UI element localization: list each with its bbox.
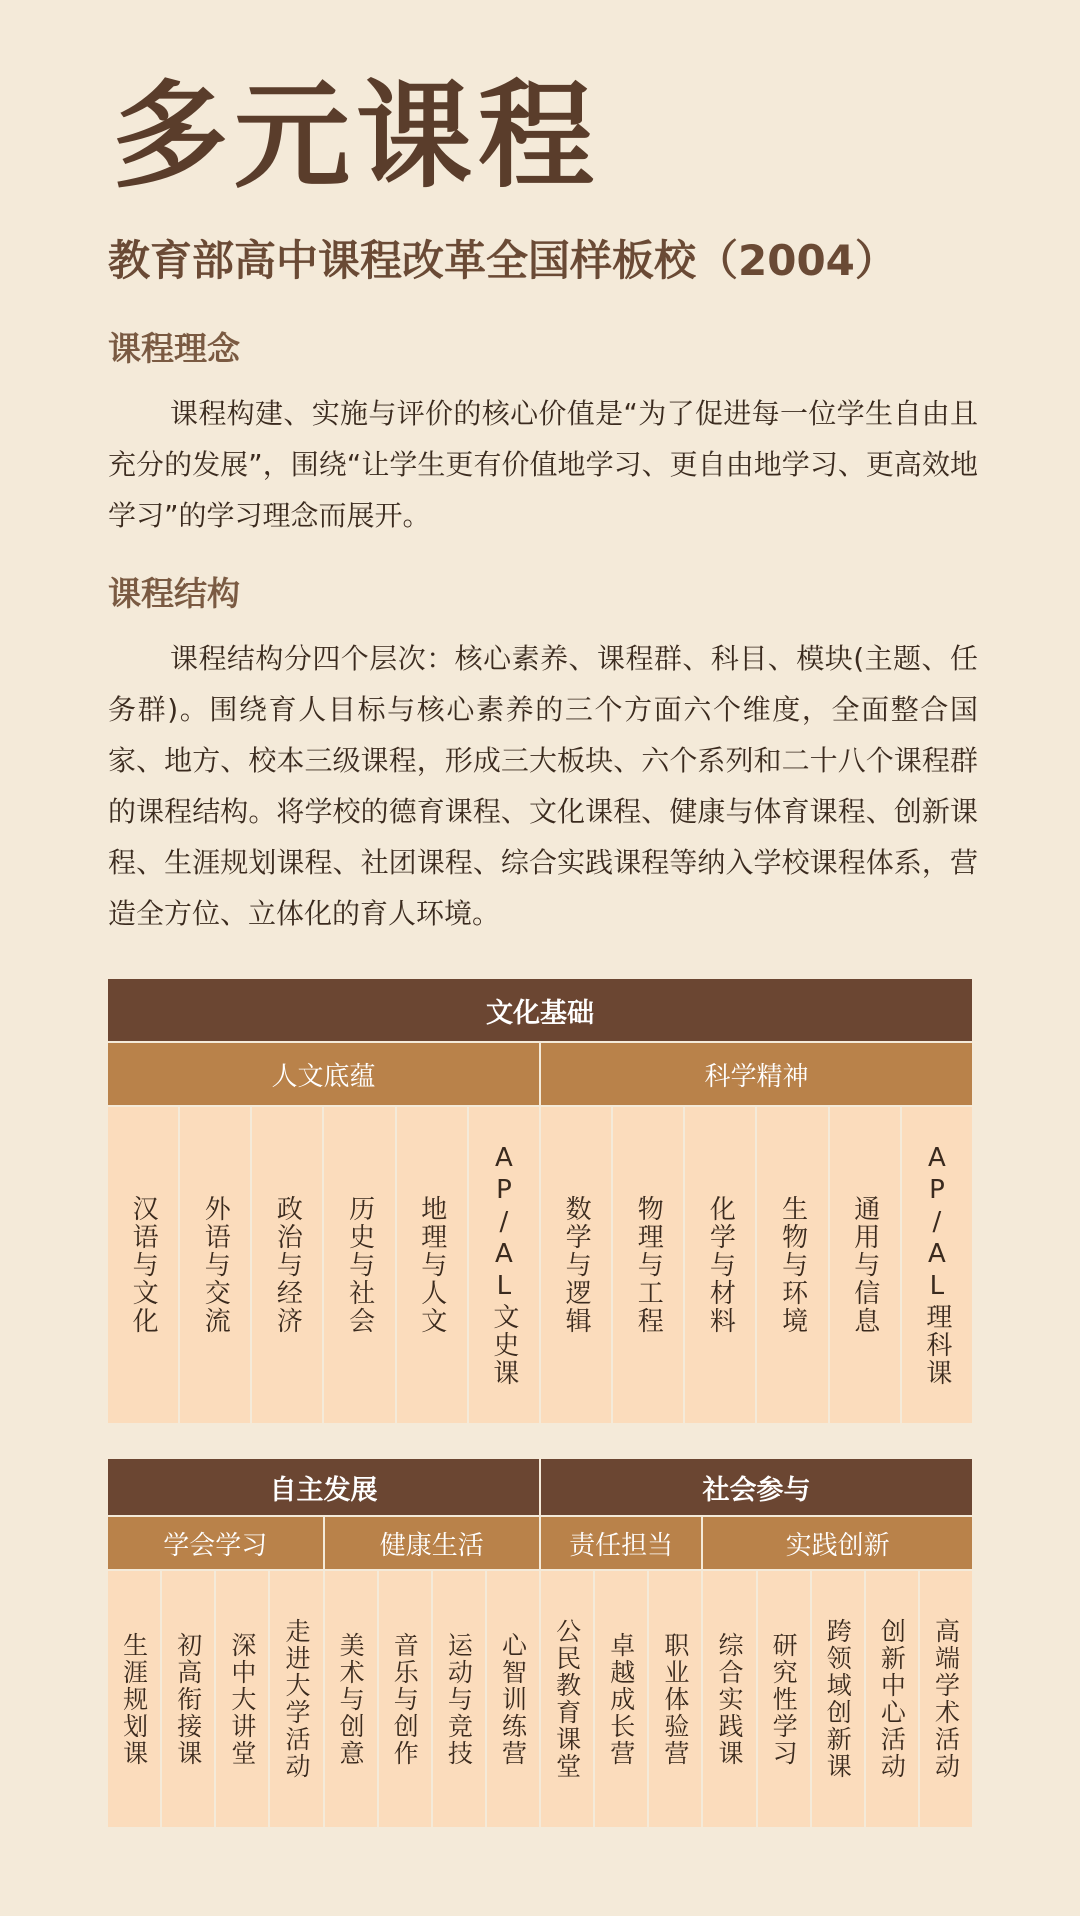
table-subject-cell <box>487 1571 539 1827</box>
subject-label: 高端学术活动 <box>931 1618 961 1780</box>
subject-label: 心智训练营 <box>498 1631 528 1767</box>
subject-label: 初高衔接课 <box>173 1631 203 1767</box>
table-group-header: 学会学习 <box>108 1517 323 1569</box>
table-subject-cell <box>685 1107 755 1423</box>
subject-label: 数学与逻辑 <box>561 1195 592 1335</box>
table-culture-foundation <box>108 979 972 1423</box>
table-subject-cell <box>252 1107 322 1423</box>
subject-label: 物理与工程 <box>633 1195 664 1335</box>
page-subtitle: 教育部高中课程改革全国样板校（2004） <box>108 236 897 285</box>
subject-label: 公民教育课堂 <box>552 1618 582 1780</box>
subject-label: 外语与交流 <box>200 1195 231 1335</box>
section-heading-philosophy: 课程理念 <box>108 329 240 368</box>
subject-label: AP/AL理科课 <box>921 1143 952 1387</box>
table-development-participation <box>108 1459 972 1827</box>
subject-label: 深中大讲堂 <box>227 1631 257 1767</box>
table-group-header: 实践创新 <box>703 1517 972 1569</box>
table-subject-cell <box>469 1107 539 1423</box>
subject-label: 卓越成长营 <box>606 1631 636 1767</box>
table-subject-cell <box>180 1107 250 1423</box>
table-subject-cell <box>613 1107 683 1423</box>
subject-label: 政治与经济 <box>272 1195 303 1335</box>
table-subject-cell <box>649 1571 701 1827</box>
table-group-header: 责任担当 <box>541 1517 701 1569</box>
subject-label: 地理与人文 <box>416 1195 447 1335</box>
subject-label: 跨领域创新课 <box>823 1618 853 1780</box>
table-subject-cell <box>920 1571 972 1827</box>
subject-label: 生物与环境 <box>777 1195 808 1335</box>
table-subject-cell <box>757 1107 827 1423</box>
table-subject-cell <box>866 1571 918 1827</box>
table-subject-cell <box>379 1571 431 1827</box>
table-subject-cell <box>162 1571 214 1827</box>
table-subject-cell <box>703 1571 755 1827</box>
table-subject-cell <box>541 1107 611 1423</box>
table-subject-cell <box>325 1571 377 1827</box>
table-subject-cell <box>541 1571 593 1827</box>
subject-label: 生涯规划课 <box>119 1631 149 1767</box>
table-subject-cell <box>108 1571 160 1827</box>
table-top-header: 文化基础 <box>108 979 972 1041</box>
table-subject-cell <box>397 1107 467 1423</box>
table-subject-cell <box>108 1107 178 1423</box>
table-subject-cell <box>595 1571 647 1827</box>
table-top-header: 社会参与 <box>541 1459 972 1515</box>
subject-label: 走进大学活动 <box>281 1618 311 1780</box>
table-top-header: 自主发展 <box>108 1459 539 1515</box>
table-subject-cell <box>270 1571 322 1827</box>
table-subject-cell <box>433 1571 485 1827</box>
subject-label: 综合实践课 <box>714 1631 744 1767</box>
subject-label: 汉语与文化 <box>128 1195 159 1335</box>
table-subject-cell <box>830 1107 900 1423</box>
subject-label: 音乐与创作 <box>390 1631 420 1767</box>
subject-label: 化学与材料 <box>705 1195 736 1335</box>
subject-label: 研究性学习 <box>769 1631 799 1767</box>
subject-label: 职业体验营 <box>660 1631 690 1767</box>
table-subject-cell <box>902 1107 972 1423</box>
table-subject-cell <box>812 1571 864 1827</box>
page-title: 多元课程 <box>112 68 600 204</box>
table-subject-cell <box>324 1107 394 1423</box>
section-body-structure: 课程结构分四个层次：核心素养、课程群、科目、模块(主题、任务群)。围绕育人目标与核心素养的三个方面六个维度，全面整合国家、地方、校本三级课程，形成三大板块、六个系列和二十八个课程群的课程结构。将学校的德育课程、文化课程、健康与体育课程、创新课程、生涯规划课程、社团课程、综合实践课程等纳入学校课程体系，营造全方位、立体化的育人环境。 <box>108 642 978 930</box>
subject-label: 创新中心活动 <box>877 1618 907 1780</box>
subject-label: AP/AL文史课 <box>488 1143 519 1387</box>
subject-label: 通用与信息 <box>849 1195 880 1335</box>
section-heading-structure: 课程结构 <box>108 574 240 613</box>
table-group-header: 人文底蕴 <box>108 1043 539 1105</box>
table-subject-cell <box>758 1571 810 1827</box>
section-body-philosophy: 课程构建、实施与评价的核心价值是“为了促进每一位学生自由且充分的发展”，围绕“让学生更有价值地学习、更自由地学习、更高效地学习”的学习理念而展开。 <box>108 397 978 532</box>
table-group-header: 科学精神 <box>541 1043 972 1105</box>
table-group-header: 健康生活 <box>325 1517 540 1569</box>
subject-label: 美术与创意 <box>336 1631 366 1767</box>
subject-label: 历史与社会 <box>344 1195 375 1335</box>
subject-label: 运动与竞技 <box>444 1631 474 1767</box>
table-subject-cell <box>216 1571 268 1827</box>
